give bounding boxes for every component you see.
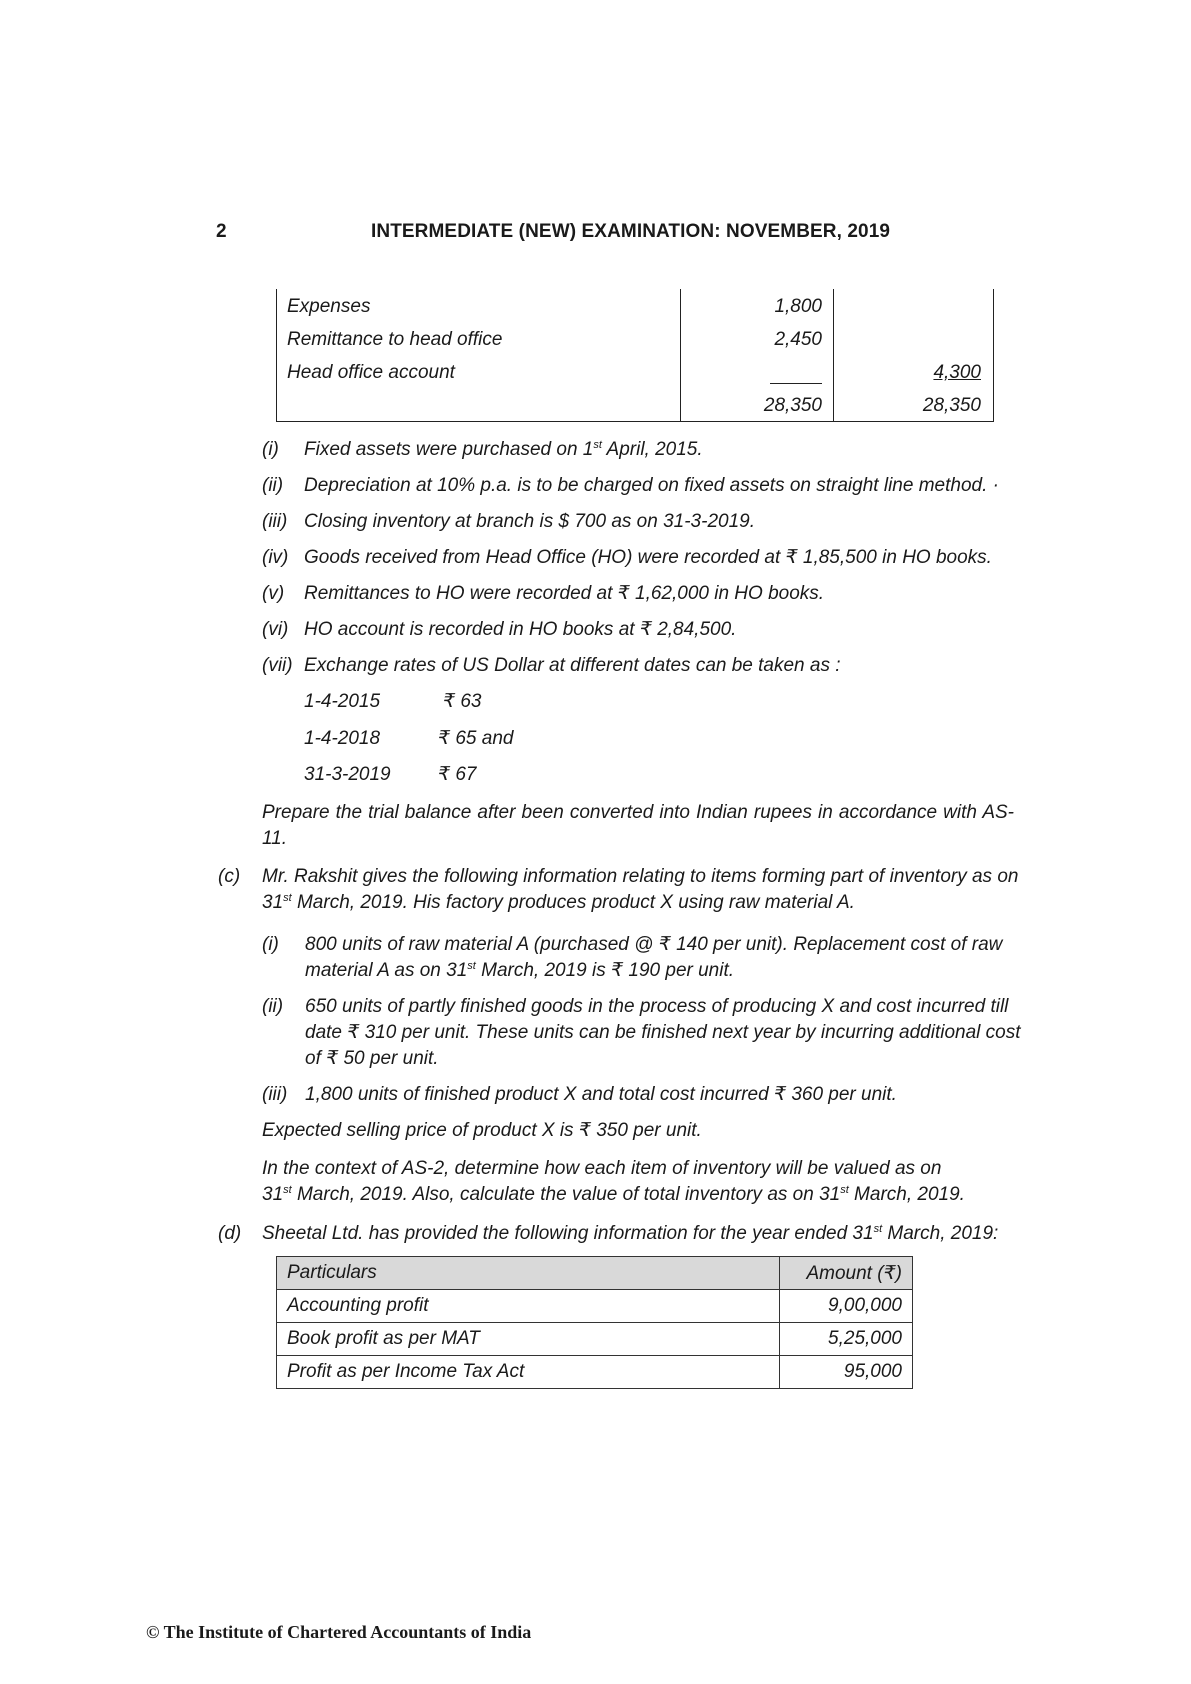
- question-line2: 31st March, 2019. Also, calculate the value of total inventory as on 31st March, 2019.: [262, 1184, 965, 1205]
- note-number: (iii): [262, 511, 288, 532]
- item-number: (i): [262, 934, 279, 955]
- note-number: (i): [262, 439, 279, 460]
- instruction-text: Prepare the trial balance after been converted into Indian rupees in accordance with AS-11.: [262, 802, 1014, 849]
- table-row: [277, 1356, 913, 1389]
- part-c-intro-line1: Mr. Rakshit gives the following information relating to items forming part of inventory as on: [262, 866, 1019, 887]
- tb-total-debit: 28,350: [763, 395, 822, 416]
- tb-row-label: Expenses: [287, 296, 371, 317]
- note-text: Fixed assets were purchased on 1st April, 2015.: [304, 439, 703, 460]
- exchange-rate: ₹ 67: [438, 764, 477, 785]
- note-text: Goods received from Head Office (HO) were recorded at ₹ 1,85,500 in HO books.: [304, 547, 992, 568]
- trial-balance-fragment: [276, 289, 994, 422]
- item-number: (ii): [262, 996, 284, 1017]
- row-particular: Profit as per Income Tax Act: [277, 1356, 780, 1389]
- part-d-intro: Sheetal Ltd. has provided the following information for the year ended 31st March, 2019:: [262, 1223, 999, 1244]
- note-number: (iv): [262, 547, 289, 568]
- tb-row-label: Head office account: [287, 362, 455, 383]
- tb-row-debit: 2,450: [774, 329, 822, 350]
- note-text: Depreciation at 10% p.a. is to be charged on fixed assets on straight line method. ·: [304, 475, 999, 496]
- row-amount: 5,25,000: [780, 1323, 913, 1356]
- header-particulars: Particulars: [277, 1257, 780, 1290]
- item-line: 650 units of partly finished goods in the process of producing X and cost incurred till: [305, 996, 1009, 1017]
- tb-debit-subtotal-rule: [770, 383, 822, 384]
- item-line: of ₹ 50 per unit.: [305, 1048, 439, 1069]
- part-c-intro-line2: 31st March, 2019. His factory produces product X using raw material A.: [262, 892, 855, 913]
- row-amount: 95,000: [780, 1356, 913, 1389]
- part-d-label: (d): [218, 1223, 242, 1244]
- row-particular: Accounting profit: [277, 1290, 780, 1323]
- tb-credit-value: 4,300: [933, 362, 981, 383]
- part-c-label: (c): [218, 866, 241, 887]
- page-number: 2: [216, 221, 227, 242]
- tb-row-debit: 1,800: [774, 296, 822, 317]
- footer-copyright: © The Institute of Chartered Accountants of India: [146, 1622, 532, 1642]
- exchange-date: 1-4-2018: [304, 728, 381, 749]
- note-number: (ii): [262, 475, 284, 496]
- row-amount: 9,00,000: [780, 1290, 913, 1323]
- item-line: 800 units of raw material A (purchased @ ₹ 140 per unit). Replacement cost of raw: [305, 934, 1003, 955]
- item-line: 1,800 units of finished product X and total cost incurred ₹ 360 per unit.: [305, 1084, 897, 1105]
- tb-row-credit: [833, 361, 981, 385]
- table-header-row: [277, 1257, 913, 1290]
- tb-total-credit: 28,350: [922, 395, 981, 416]
- note-text: HO account is recorded in HO books at ₹ 2,84,500.: [304, 619, 737, 640]
- question-line1: In the context of AS-2, determine how each item of inventory will be valued as on: [262, 1158, 942, 1179]
- note-number: (vii): [262, 655, 293, 676]
- note-text: Remittances to HO were recorded at ₹ 1,62,000 in HO books.: [304, 583, 825, 604]
- note-text: Closing inventory at branch is $ 700 as on 31-3-2019.: [304, 511, 755, 532]
- tb-row-label: Remittance to head office: [287, 329, 503, 350]
- exchange-rate: ₹ 63: [443, 691, 482, 712]
- note-number: (v): [262, 583, 285, 604]
- header-amount: Amount (₹): [780, 1257, 913, 1290]
- page-title: INTERMEDIATE (NEW) EXAMINATION: NOVEMBER, 2019: [371, 221, 891, 242]
- note-text: Exchange rates of US Dollar at different dates can be taken as :: [304, 655, 841, 676]
- item-line: date ₹ 310 per unit. These units can be finished next year by incurring additional cost: [305, 1022, 1021, 1043]
- exchange-date: 1-4-2015: [304, 691, 381, 712]
- exchange-rate: ₹ 65 and: [438, 728, 514, 749]
- selling-price-text: Expected selling price of product X is ₹ 350 per unit.: [262, 1120, 702, 1141]
- table-row: [277, 1323, 913, 1356]
- item-line: material A as on 31st March, 2019 is ₹ 190 per unit.: [305, 960, 735, 981]
- particulars-table: [276, 1256, 913, 1389]
- row-particular: Book profit as per MAT: [277, 1323, 780, 1356]
- item-number: (iii): [262, 1084, 288, 1105]
- table-row: [277, 1290, 913, 1323]
- note-number: (vi): [262, 619, 289, 640]
- exchange-date: 31-3-2019: [304, 764, 391, 785]
